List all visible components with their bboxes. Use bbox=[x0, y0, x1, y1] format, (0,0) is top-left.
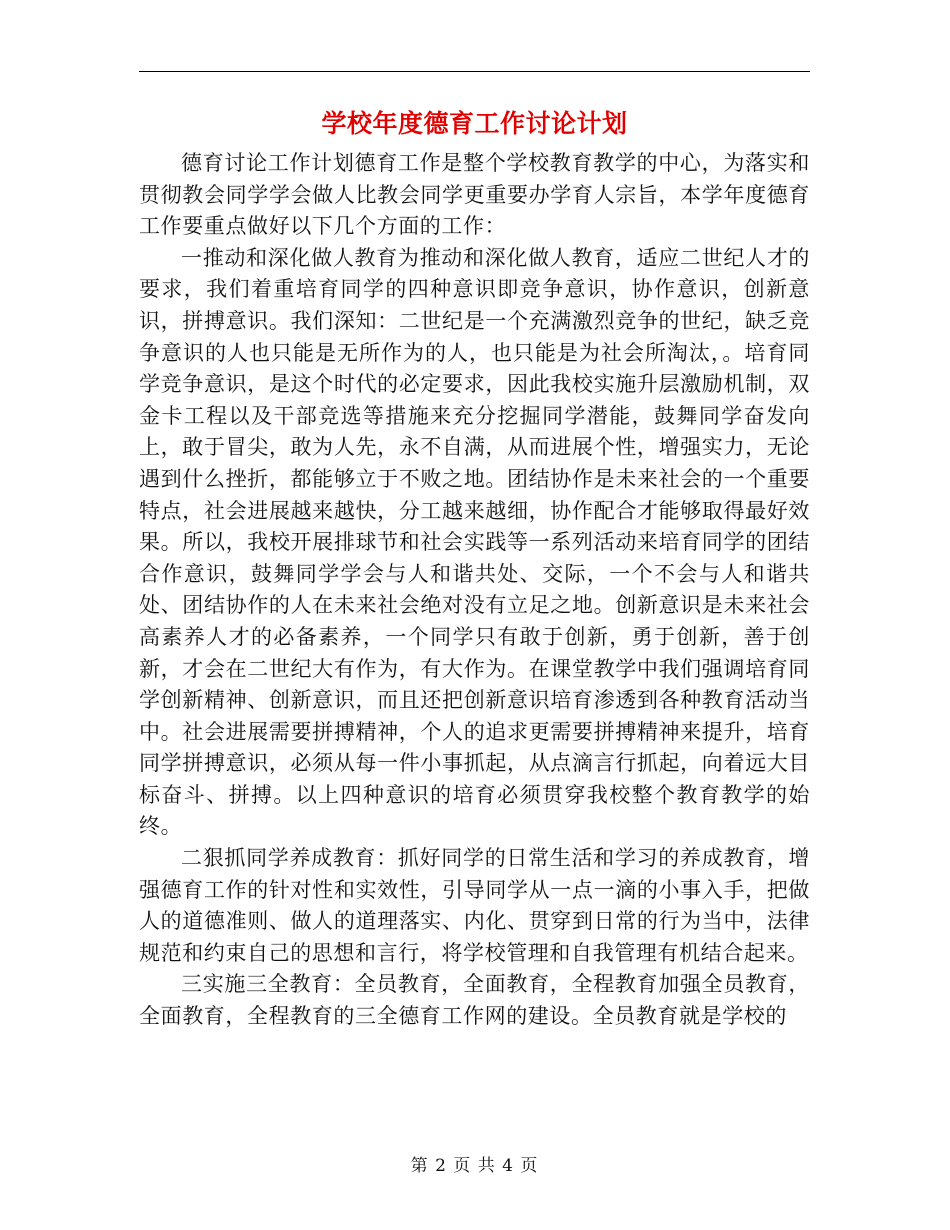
header-rule bbox=[139, 71, 810, 72]
page-number-footer: 第 2 页 共 4 页 bbox=[410, 1156, 539, 1176]
paragraph-intro: 德育讨论工作计划德育工作是整个学校教育教学的中心，为落实和贯彻教会同学学会做人比教会同学更重要办学育人宗旨，本学年度德育工作要重点做好以下几个方面的工作： bbox=[139, 151, 810, 239]
paragraph-section-2: 二狠抓同学养成教育：抓好同学的日常生活和学习的养成教育，增强德育工作的针对性和实效性，引导同学从一点一滴的小事入手，把做人的道德准则、做人的道理落实、内化、贯穿到日常的行为当中，法律规范和约束自己的思想和言行，将学校管理和自我管理有机结合起来。 bbox=[139, 846, 810, 965]
document-title: 学校年度德育工作讨论计划 bbox=[321, 109, 628, 138]
document-body bbox=[139, 148, 810, 1033]
paragraph-section-1: 一推动和深化做人教育为推动和深化做人教育，适应二世纪人才的要求，我们着重培育同学的四种意识即竞争意识，协作意识，创新意识，拼搏意识。我们深知：二世纪是一个充满激烈竞争的世纪，缺乏竞争意识的人也只能是无所作为的人，也只能是为社会所淘汰，。培育同学竞争意识，是这个时代的必定要求，因此我校实施升层激励机制，双金卡工程以及干部竞选等措施来充分挖掘同学潜能，鼓舞同学奋发向上，敢于冒尖，敢为人先，永不自满，从而进展个性，增强实力，无论遇到什么挫折，都能够立于不败之地。团结协作是未来社会的一个重要特点，社会进展越来越快，分工越来越细，协作配合才能够取得最好效果。所以，我校开展排球节和社会实践等一系列活动来培育同学的团结合作意识，鼓舞同学学会与人和谐共处、交际，一个不会与人和谐共处、团结协作的人在未来社会绝对没有立足之地。创新意识是未来社会高素养人才的必备素养，一个同学只有敢于创新，勇于创新，善于创新，才会在二世纪大有作为，有大作为。在课堂教学中我们强调培育同学创新精神、创新意识，而且还把创新意识培育渗透到各种教育活动当中。社会进展需要拼搏精神，个人的追求更需要拼搏精神来提升，培育同学拼搏意识，必须从每一件小事抓起，从点滴言行抓起，向着远大目标奋斗、拼搏。以上四种意识的培育必须贯穿我校整个教育教学的始终。 bbox=[139, 245, 810, 839]
paragraph-section-3: 三实施三全教育：全员教育，全面教育，全程教育加强全员教育，全面教育，全程教育的三全德育工作网的建设。全员教育就是学校的 bbox=[139, 972, 810, 1029]
